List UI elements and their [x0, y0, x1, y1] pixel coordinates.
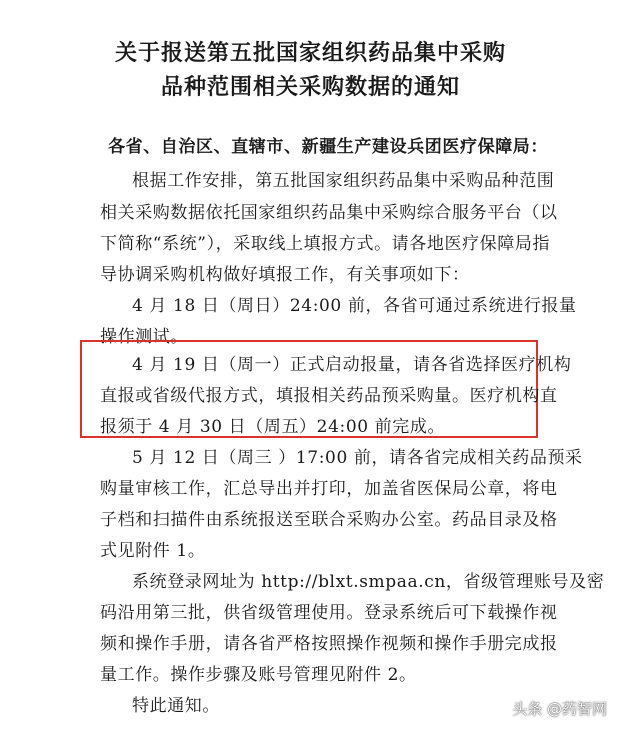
- body-line: 式见附件 1。: [100, 541, 206, 561]
- body-line: 5 月 12 日（周三 ）17:00 前，请各省完成相关药品预采: [132, 448, 583, 468]
- body-line: 导协调采购机构做好填报工作，有关事项如下：: [100, 265, 470, 285]
- body-line: 子档和扫描件由系统报送至联合采购办公室。药品目录及格: [100, 510, 558, 530]
- body-line: 购量审核工作，汇总导出并打印，加盖省医保局公章，将电: [100, 479, 558, 499]
- closing-line: 特此通知。: [132, 696, 220, 716]
- body-line: 码沿用第三批，供省级管理使用。登录系统后可下载操作视: [100, 603, 558, 623]
- body-line: 频和操作手册，请各省严格按照操作视频和操作手册完成报: [100, 634, 558, 654]
- body-line: 下简称“系统”），采取线上填报方式。请各地医疗保障局指: [100, 234, 551, 254]
- highlighted-line: 4 月 19 日（周一）正式启动报量，请各省选择医疗机构: [132, 355, 572, 375]
- body-line: 系统登录网址为 http://blxt.smpaa.cn，省级管理账号及密: [132, 572, 605, 592]
- body-line: 根据工作安排，第五批国家组织药品集中采购品种范围: [132, 171, 555, 191]
- notice-title-line-2: 品种范围相关采购数据的通知: [160, 74, 460, 100]
- body-line: 4 月 18 日（周日）24:00 前，各省可通过系统进行报量: [132, 296, 577, 316]
- notice-title-line-1: 关于报送第五批国家组织药品集中采购: [114, 40, 506, 66]
- body-line: 量工作。操作步骤及账号管理见附件 2。: [100, 665, 417, 685]
- highlighted-line: 直报或省级代报方式，填报相关药品预采购量。医疗机构直: [100, 386, 558, 406]
- highlighted-line: 报须于 4 月 30 日（周五）24:00 前完成。: [100, 417, 446, 437]
- body-line: 相关采购数据依托国家组织药品集中采购综合服务平台（以: [100, 203, 558, 223]
- source-watermark: 头条 @药智网: [512, 700, 607, 718]
- body-line: 操作测试。: [100, 327, 188, 347]
- addressee: 各省、自治区、直辖市、新疆生产建设兵团医疗保障局：: [108, 137, 548, 157]
